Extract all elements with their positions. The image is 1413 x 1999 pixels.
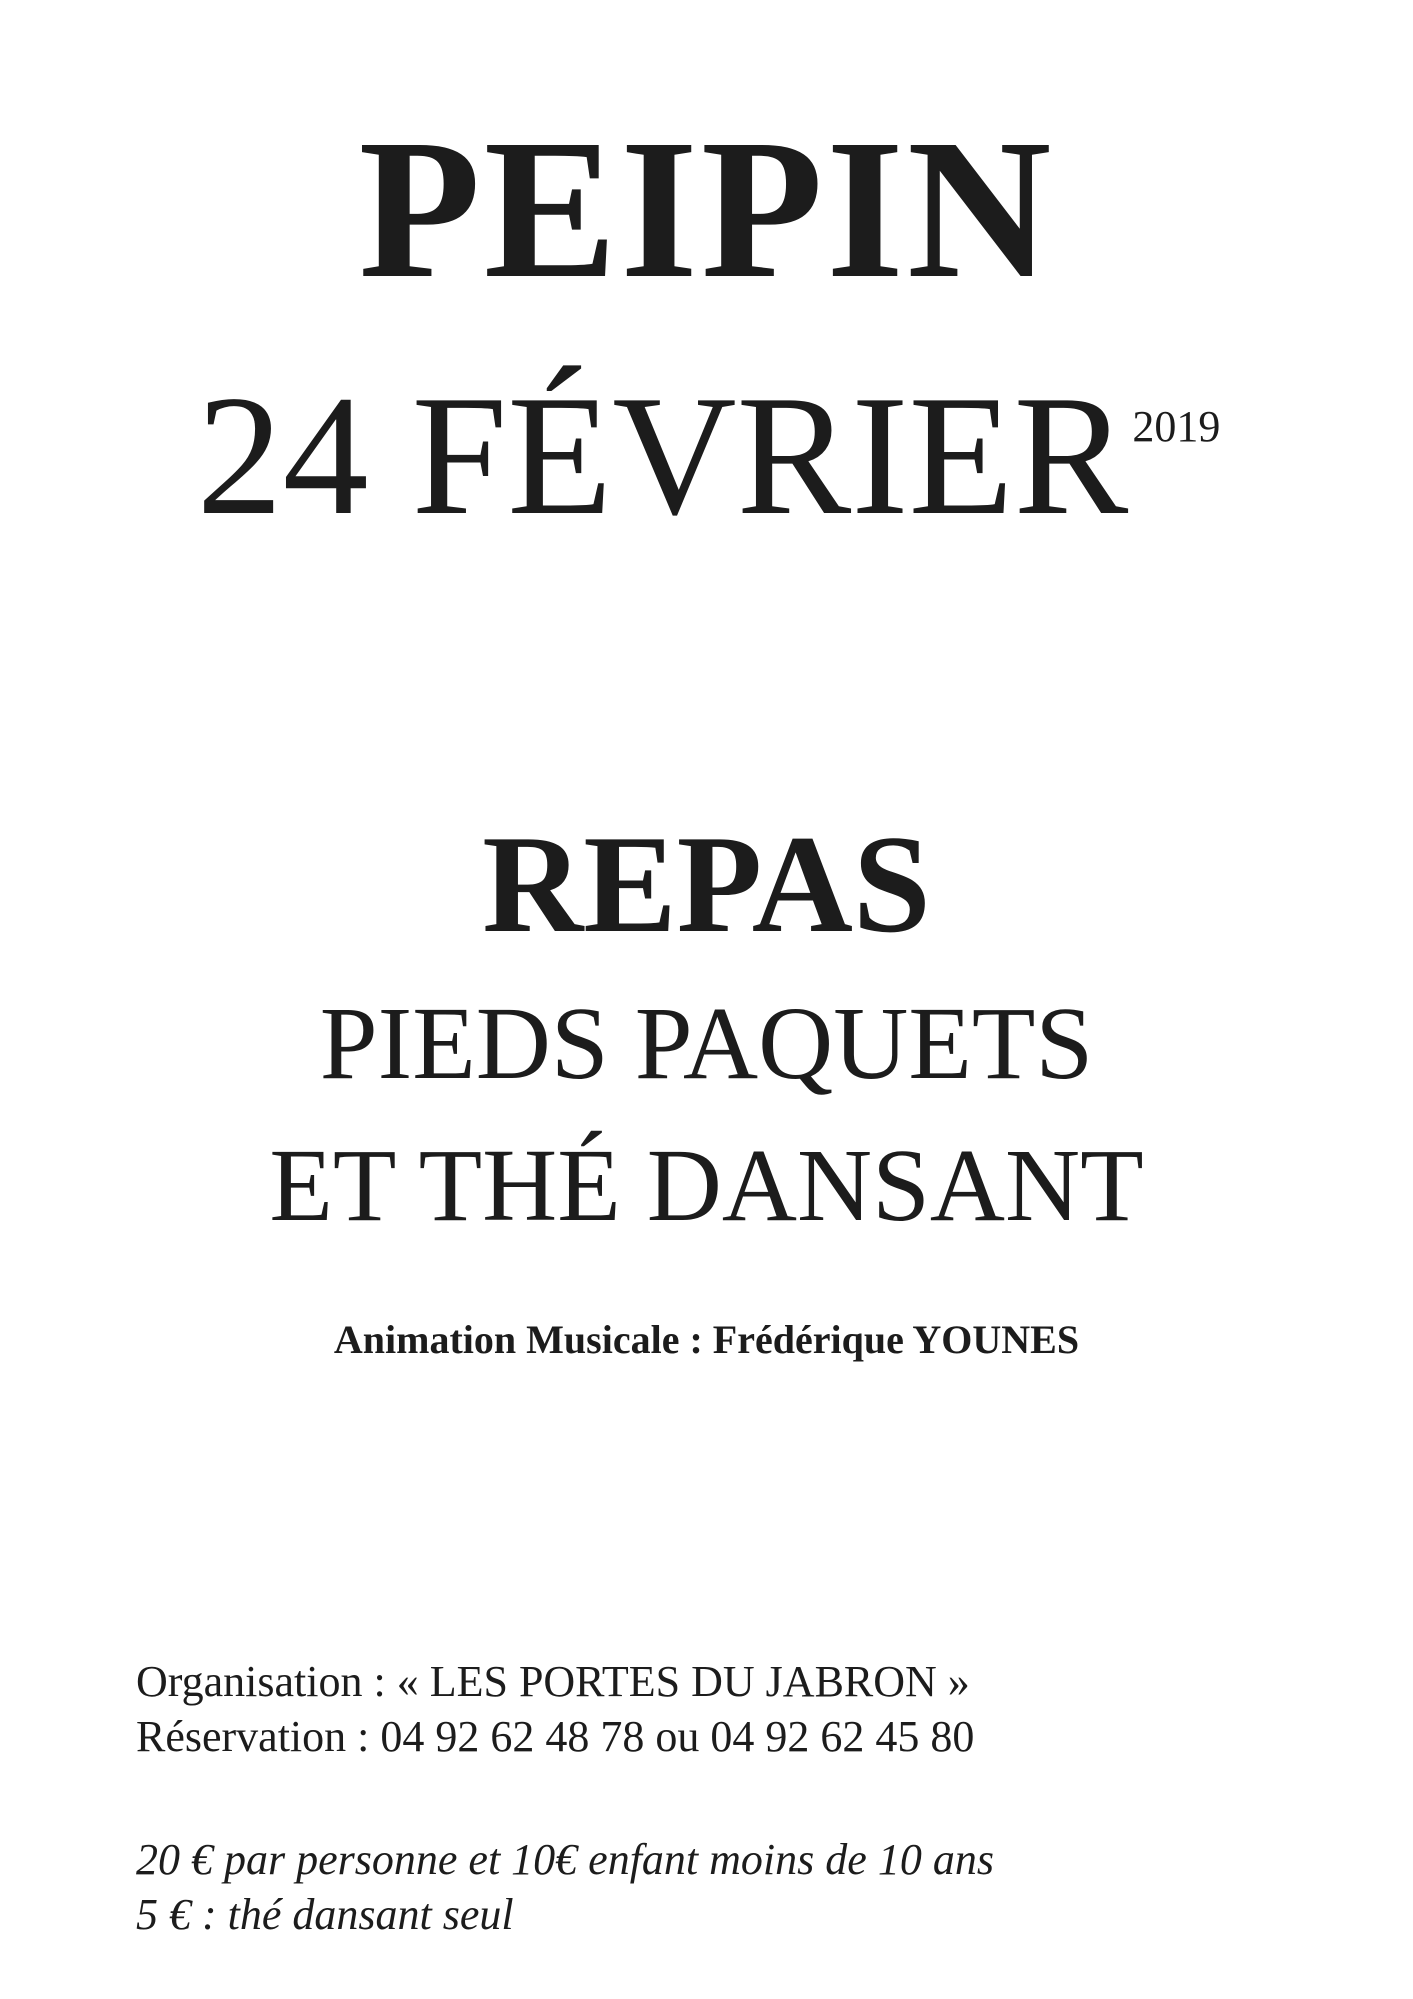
reservation-phone: Réservation : 04 92 62 48 78 ou 04 92 62 45 80: [136, 1712, 975, 1761]
event-date: [0, 361, 1413, 551]
event-title: REPAS: [482, 807, 931, 962]
town-heading: PEIPIN: [358, 99, 1055, 320]
price-meal: 20 € par personne et 10€ enfant moins de 10 ans: [136, 1835, 994, 1884]
organiser-info: Organisation : « LES PORTES DU JABRON »: [136, 1657, 970, 1706]
event-subtitle-line-1: PIEDS PAQUETS: [319, 986, 1094, 1101]
event-subtitle-line-2: ET THÉ DANSANT: [269, 1128, 1144, 1243]
date-year: 2019: [1132, 402, 1221, 451]
price-dance: 5 € : thé dansant seul: [136, 1890, 514, 1939]
date-day-month: 24 FÉVRIER: [196, 361, 1129, 551]
music-credit: Animation Musicale : Frédérique YOUNES: [333, 1317, 1080, 1362]
